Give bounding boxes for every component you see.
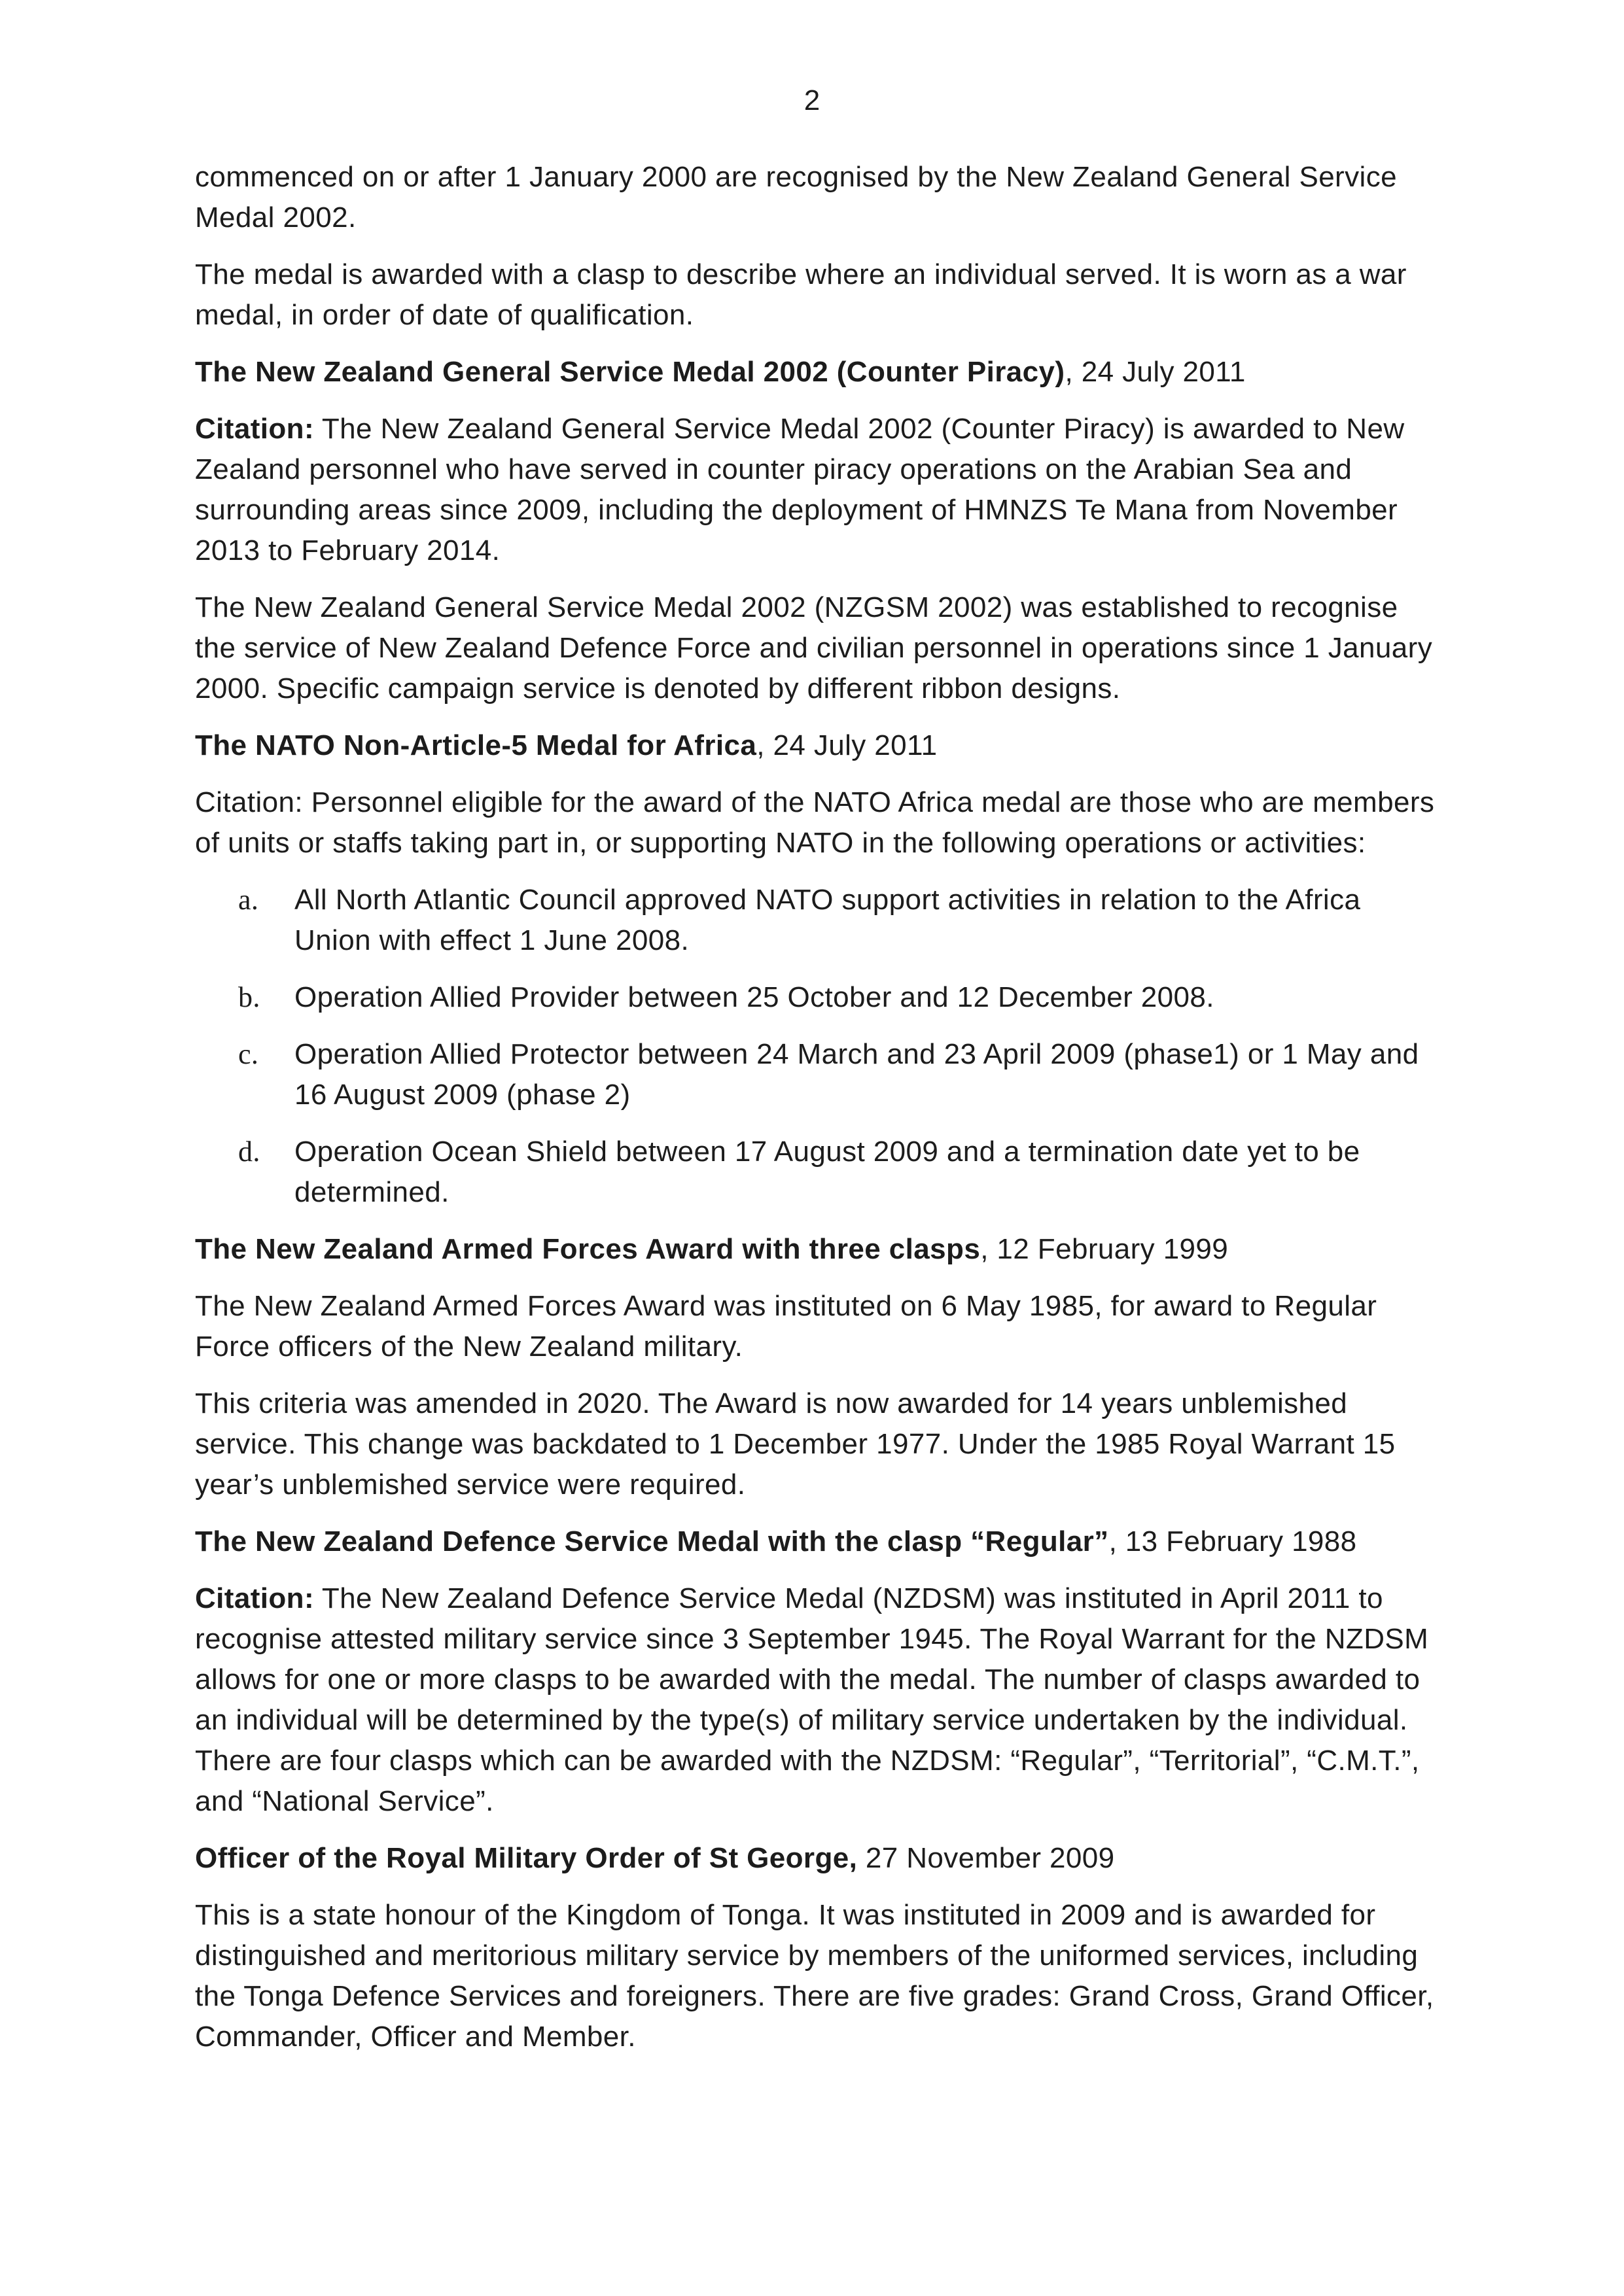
- heading-st-george: [195, 1838, 1438, 1879]
- list-item-text: Operation Allied Protector between 24 March and 23 April 2009 (phase1) or 1 May and 16 August 2009 (phase 2): [294, 1038, 1419, 1111]
- heading-armed-forces-award-title: The New Zealand Armed Forces Award with three clasps: [195, 1233, 981, 1265]
- paragraph-armed-forces-award-1: The New Zealand Armed Forces Award was instituted on 6 May 1985, for award to Regular Force officers of the New Zealand military.: [195, 1290, 1377, 1363]
- list-item-text: All North Atlantic Council approved NATO support activities in relation to the Africa Union with effect 1 June 2008.: [294, 884, 1361, 956]
- page-number: 2: [803, 84, 821, 116]
- heading-counter-piracy-date: , 24 July 2011: [1065, 356, 1246, 388]
- list-item-text: Operation Ocean Shield between 17 August 2009 and a termination date yet to be determined.: [294, 1136, 1360, 1208]
- list-item-letter: a.: [238, 884, 259, 916]
- citation-defence-service-medal-text: The New Zealand Defence Service Medal (NZDSM) was instituted in April 2011 to recognise attested military service since 3 September 1945. The Royal Warrant for the NZDSM allows for one or more clasps to be awarded with the medal. The number of clasps awarded to an individual will be determined by the type(s) of military service undertaken by the individual. There are four clasps which can be awarded with the NZDSM: “Regular”, “Territorial”, “C.M.T.”, and “National Service”.: [195, 1582, 1429, 1817]
- list-item: [195, 880, 1438, 961]
- paragraph-nzgsm: The New Zealand General Service Medal 2002 (NZGSM 2002) was established to recognise the service of New Zealand Defence Force and civilian personnel in operations since 1 January 2000. Specific campaign service is denoted by different ribbon designs.: [195, 591, 1433, 704]
- heading-nato-date: , 24 July 2011: [756, 729, 938, 761]
- heading-defence-service-medal-date: , 13 February 1988: [1108, 1525, 1357, 1557]
- document-body: [195, 157, 1438, 2074]
- heading-defence-service-medal-title: The New Zealand Defence Service Medal with the clasp “Regular”: [195, 1525, 1109, 1557]
- heading-st-george-date: 27 November 2009: [857, 1842, 1115, 1874]
- paragraph-st-george: This is a state honour of the Kingdom of Tonga. It was instituted in 2009 and is awarded for distinguished and meritorious military service by members of the uniformed services, including the Tonga Defence Services and foreigners. There are five grades: Grand Cross, Grand Officer, Commander, Officer and Member.: [195, 1899, 1434, 2053]
- citation-counter-piracy: [195, 409, 1438, 571]
- heading-counter-piracy: [195, 352, 1438, 392]
- list-item: [195, 1034, 1438, 1115]
- citation-label: Citation:: [195, 413, 315, 445]
- citation-label: Citation:: [195, 1582, 315, 1614]
- paragraph-armed-forces-award-2: This criteria was amended in 2020. The Award is now awarded for 14 years unblemished service. This change was backdated to 1 December 1977. Under the 1985 Royal Warrant 15 year’s unblemished service were required.: [195, 1387, 1396, 1501]
- citation-defence-service-medal: [195, 1578, 1438, 1822]
- paragraph-nato-citation: Citation: Personnel eligible for the award of the NATO Africa medal are those who are members of units or staffs taking part in, or supporting NATO in the following operations or activities:: [195, 786, 1435, 859]
- heading-defence-service-medal: [195, 1522, 1438, 1562]
- heading-st-george-title: Officer of the Royal Military Order of St George,: [195, 1842, 858, 1874]
- heading-nato: [195, 725, 1438, 766]
- list-item-letter: c.: [238, 1038, 259, 1070]
- list-item: [195, 977, 1438, 1018]
- list-item: [195, 1132, 1438, 1213]
- heading-armed-forces-award-date: , 12 February 1999: [980, 1233, 1229, 1265]
- paragraph-continuation: commenced on or after 1 January 2000 are recognised by the New Zealand General Service Medal 2002.: [195, 161, 1397, 234]
- list-item-letter: d.: [238, 1136, 260, 1168]
- list-item-letter: b.: [238, 981, 260, 1013]
- citation-counter-piracy-text: The New Zealand General Service Medal 2002 (Counter Piracy) is awarded to New Zealand personnel who have served in counter piracy operations on the Arabian Sea and surrounding areas since 2009, including the deployment of HMNZS Te Mana from November 2013 to February 2014.: [195, 413, 1405, 566]
- heading-counter-piracy-title: The New Zealand General Service Medal 2002 (Counter Piracy): [195, 356, 1065, 388]
- list-item-text: Operation Allied Provider between 25 October and 12 December 2008.: [294, 981, 1214, 1013]
- nato-operations-list: [195, 880, 1438, 1213]
- paragraph-medal-clasp: The medal is awarded with a clasp to describe where an individual served. It is worn as a war medal, in order of date of qualification.: [195, 258, 1407, 331]
- heading-nato-title: The NATO Non-Article-5 Medal for Africa: [195, 729, 757, 761]
- heading-armed-forces-award: [195, 1229, 1438, 1270]
